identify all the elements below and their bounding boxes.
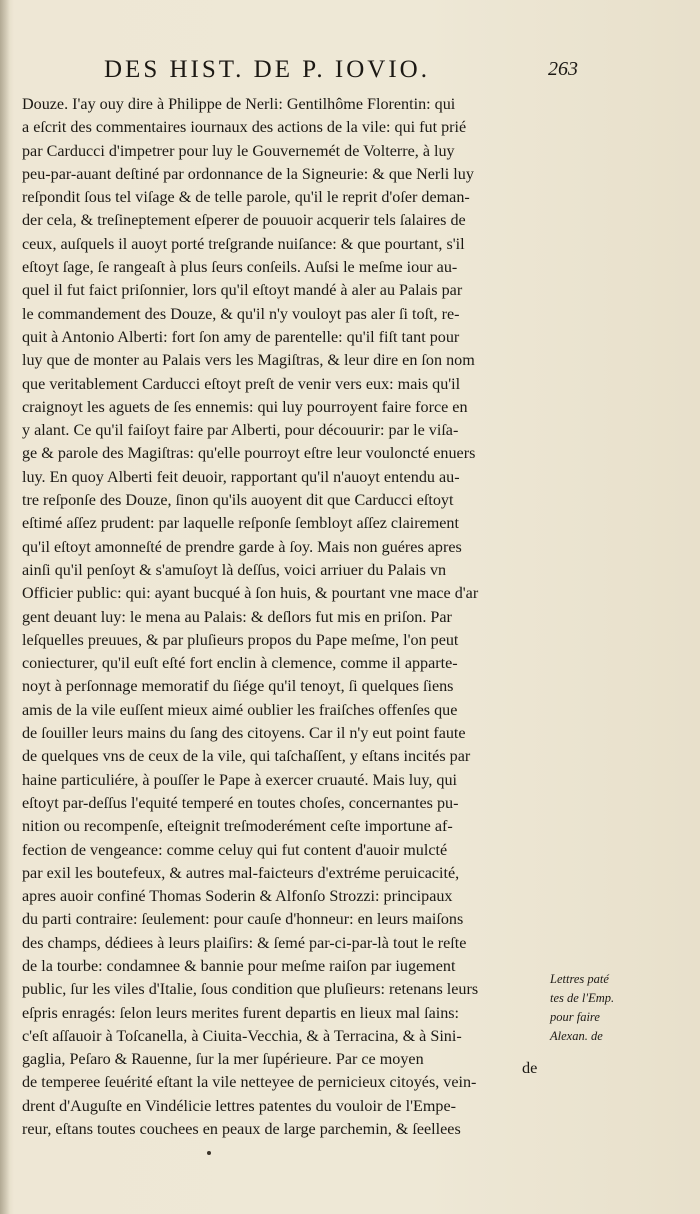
text-line: y alant. Ce qu'il faiſoyt faire par Alberti, pour découurir: par le viſa-	[22, 420, 459, 440]
main-text-block	[22, 92, 542, 1140]
text-line: par exil les boutefeux, & autres mal-faicteurs d'extréme peruicacité,	[22, 862, 460, 882]
text-line: qu'il eſtoyt amonneſté de prendre garde à ſoy. Mais non guéres apres	[22, 536, 462, 556]
ink-dot	[207, 1151, 211, 1155]
text-line: ainſi qu'il penſoyt & s'amuſoyt là deſſus, voici arriuer du Palais vn	[22, 559, 447, 579]
text-line: fection de vengeance: comme celuy qui fut content d'auoir mulcté	[22, 839, 448, 859]
text-line: Douze. I'ay ouy dire à Philippe de Nerli: Gentilhôme Florentin: qui	[22, 94, 456, 113]
text-line: luy que de monter au Palais vers les Magiſtras, & leur dire en ſon nom	[22, 350, 475, 370]
text-line: tre reſponſe des Douze, ſinon qu'ils auoyent dit que Carducci eſtoyt	[22, 490, 454, 510]
text-line: de la tourbe: condamnee & bannie pour meſme raiſon par iugement	[22, 955, 456, 975]
marginal-note-line: Lettres paté	[550, 972, 609, 986]
text-line: Officier public: qui: ayant bucqué à ſon huis, & pourtant vne mace d'ar	[22, 583, 479, 603]
page-header	[0, 56, 700, 88]
text-line: ceux, auſquels il auoyt porté treſgrande nuiſance: & que pourtant, s'il	[22, 233, 465, 253]
running-head: DES HIST. DE P. IOVIO.	[104, 56, 430, 83]
text-line: peu-par-auant deſtiné par ordonnance de la Signeurie: & que Nerli luy	[22, 163, 474, 183]
text-line: amis de la vile euſſent mieux aimé oublier les fraiſches offenſes que	[22, 699, 458, 719]
text-line: noyt à perſonnage memoratif du ſiége qu'il tenoyt, ſi quelques ſiens	[22, 676, 454, 696]
text-line: reſpondit ſous tel viſage & de telle parole, qu'il le reprit d'oſer deman-	[22, 187, 470, 207]
text-line: drent d'Auguſte en Vindélicie lettres patentes du vouloir de l'Empe-	[22, 1095, 456, 1115]
text-line: reur, eſtans toutes couchees en peaux de large parchemin, & ſeellees	[22, 1119, 461, 1139]
text-line: quel il fut faict priſonnier, lors qu'il eſtoyt mandé à aler au Palais par	[22, 280, 463, 300]
text-line: eſpris enragés: ſelon leurs merites furent departis en lieux mal ſains:	[22, 1002, 460, 1022]
text-line: quit à Antonio Alberti: fort ſon amy de parentelle: qu'il fiſt tant pour	[22, 326, 460, 346]
text-line: gaglia, Peſaro & Rauenne, ſur la mer ſupérieure. Par ce moyen	[22, 1049, 424, 1069]
text-line: des champs, dédiees à leurs plaiſirs: & ſemé par-ci-par-là tout le reſte	[22, 932, 467, 952]
page-number: 263	[548, 58, 578, 80]
text-line: leſquelles preuues, & par pluſieurs propos du Pape meſme, l'on peut	[22, 629, 459, 649]
text-line: a eſcrit des commentaires iournaux des actions de la vile: qui fut prié	[22, 117, 467, 137]
catchword: de	[522, 1058, 538, 1077]
text-line: de temperee ſeuérité eſtant la vile netteyee de pernicieux citoyés, vein-	[22, 1072, 477, 1092]
text-line: der cela, & treſineptement eſperer de pouuoir acquerir tels ſalaires de	[22, 210, 466, 230]
text-line: eſtoyt ſage, ſe rangeaſt à plus ſeurs conſeils. Auſsi le meſme iour au-	[22, 257, 458, 277]
text-line: le commandement des Douze, & qu'il n'y vouloyt pas aler ſi toſt, re-	[22, 303, 460, 323]
text-line: public, ſur les viles d'Italie, ſous condition que pluſieurs: retenans leurs	[22, 979, 479, 999]
text-line: de quelques vns de ceux de la vile, qui taſchaſſent, y eſtans incités par	[22, 746, 471, 766]
text-line: eſtimé aſſez prudent: par laquelle reſponſe ſembloyt aſſez clairement	[22, 513, 459, 533]
text-line: coniecturer, qu'il euſt eſté fort enclin à clemence, comme il apparte-	[22, 653, 458, 673]
text-line: haine particuliére, à pouſſer le Pape à exercer cruauté. Mais luy, qui	[22, 769, 458, 789]
marginal-note	[550, 970, 690, 1046]
text-line: apres auoir confiné Thomas Soderin & Alfonſo Strozzi: principaux	[22, 886, 453, 906]
text-line: ge & parole des Magiſtras: qu'elle pourroyt eſtre leur vouloncté enuers	[22, 443, 476, 463]
text-line: gent deuant luy: le mena au Palais: & deſlors fut mis en priſon. Par	[22, 606, 452, 626]
text-line: du parti contraire: ſeulement: pour cauſe d'honneur: en leurs maiſons	[22, 909, 464, 929]
text-line: nition ou recompenſe, eſteignit treſmoderément ceſte importune af-	[22, 816, 453, 836]
text-line: luy. En quoy Alberti feit deuoir, rapportant qu'il n'auoyt entendu au-	[22, 466, 460, 486]
text-line: c'eſt aſſauoir à Toſcanella, à Ciuita-Vecchia, & à Terracina, & à Sini-	[22, 1025, 462, 1045]
text-line: craignoyt les aguets de ſes ennemis: qui luy pourroyent faire force en	[22, 396, 468, 416]
gutter-shadow	[0, 0, 10, 1214]
marginal-note-line: pour faire	[550, 1010, 600, 1024]
marginal-note-line: Alexan. de	[550, 1029, 603, 1043]
text-line: par Carducci d'impetrer pour luy le Gouvernemét de Volterre, à luy	[22, 140, 455, 160]
text-line: eſtoyt par-deſſus l'equité temperé en toutes choſes, concernantes pu-	[22, 792, 459, 812]
text-line: que veritablement Carducci eſtoyt preſt de venir vers eux: mais qu'il	[22, 373, 461, 393]
text-line: de ſouiller leurs mains du ſang des citoyens. Car il n'y eut point faute	[22, 723, 466, 743]
marginal-note-line: tes de l'Emp.	[550, 991, 615, 1005]
